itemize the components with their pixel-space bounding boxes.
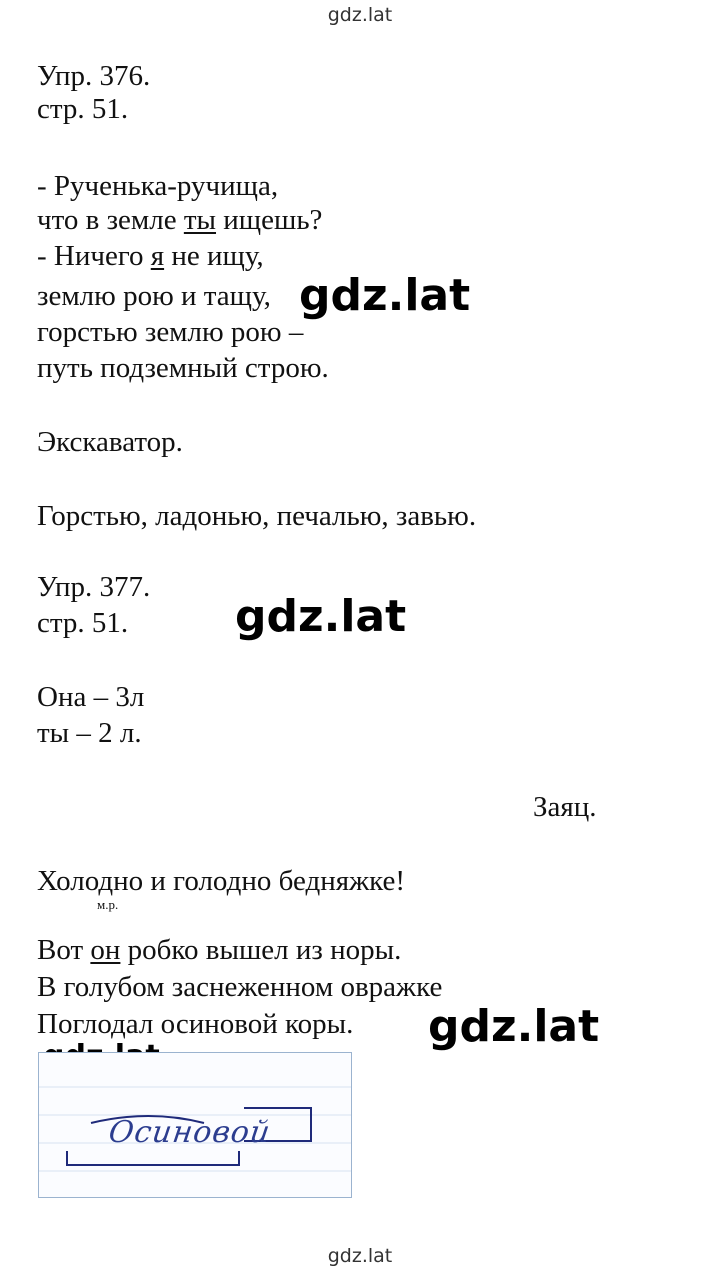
word-list: Горстью, ладонью, печалью, завью. <box>37 500 477 532</box>
poem-line-6: путь подземный строю. <box>37 352 329 384</box>
poem-2-line-3: В голубом заснеженном овражке <box>37 971 443 1003</box>
underlined-pronoun-on: он <box>90 934 121 966</box>
poem-line-1: - Рученька-ручища, <box>37 170 279 202</box>
handwriting-image <box>38 1052 352 1198</box>
poem-line-4: землю рою и тащу, <box>37 280 271 312</box>
gender-note: м.р. <box>97 897 119 912</box>
poem-line-3: - Ничего я не ищу, <box>37 240 264 272</box>
poem-2-line-2: Вот он робко вышел из норы. <box>37 934 402 966</box>
watermark-3: gdz.lat <box>428 1001 600 1052</box>
exercise-376-page: стр. 51. <box>37 93 129 125</box>
poem-line-2: что в земле ты ищешь? <box>37 204 323 236</box>
exercise-377-page: стр. 51. <box>37 607 129 639</box>
poem-2-line-4: Поглодал осиновой коры. <box>37 1008 354 1040</box>
site-label-bottom: gdz.lat <box>327 1245 393 1267</box>
poem-title: Заяц. <box>533 791 597 823</box>
site-label-top: gdz.lat <box>327 4 393 26</box>
watermark-1: gdz.lat <box>299 270 471 321</box>
person-note-1: Она – 3л <box>37 681 145 713</box>
riddle-answer: Экскаватор. <box>37 426 183 458</box>
underlined-pronoun-ty: ты <box>183 204 217 236</box>
exercise-376-title: Упр. 376. <box>37 60 151 92</box>
poem-line-5: горстью землю рою – <box>37 316 304 348</box>
person-note-2: ты – 2 л. <box>37 717 142 749</box>
underlined-pronoun-ya: я <box>150 240 165 272</box>
exercise-377-title: Упр. 377. <box>37 571 151 603</box>
handwriting-word: Осиновой <box>106 1115 273 1150</box>
poem-2-line-1: Холодно и голодно бедняжке! <box>37 865 406 897</box>
watermark-2: gdz.lat <box>235 591 407 642</box>
